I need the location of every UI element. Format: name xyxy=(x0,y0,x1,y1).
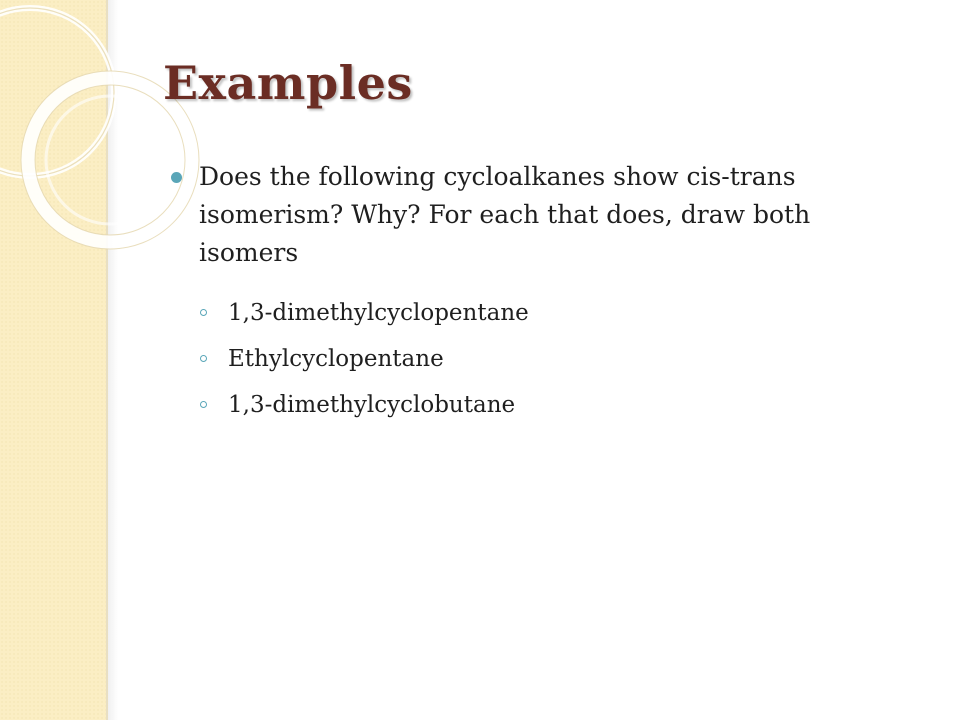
ring-bullet-icon xyxy=(200,401,207,408)
sub-bullet-label: 1,3-dimethylcyclobutane xyxy=(228,392,516,418)
bullet-item xyxy=(160,158,900,272)
ring-bullet-icon xyxy=(200,355,207,362)
sub-bullet-label: 1,3-dimethylcyclopentane xyxy=(228,300,529,326)
sub-bullet-item xyxy=(160,336,900,382)
ring-bullet-icon xyxy=(200,309,207,316)
bullet-dot-icon xyxy=(171,172,182,183)
bullet-text: Does the following cycloalkanes show cis-trans isomerism? Why? For each that does, draw both isomers xyxy=(199,162,811,267)
sub-bullet-list xyxy=(160,290,900,428)
slide-content xyxy=(160,158,900,428)
slide-title: Examples xyxy=(163,56,413,110)
sub-bullet-item xyxy=(160,382,900,428)
sub-bullet-item xyxy=(160,290,900,336)
sub-bullet-label: Ethylcyclopentane xyxy=(228,346,444,372)
